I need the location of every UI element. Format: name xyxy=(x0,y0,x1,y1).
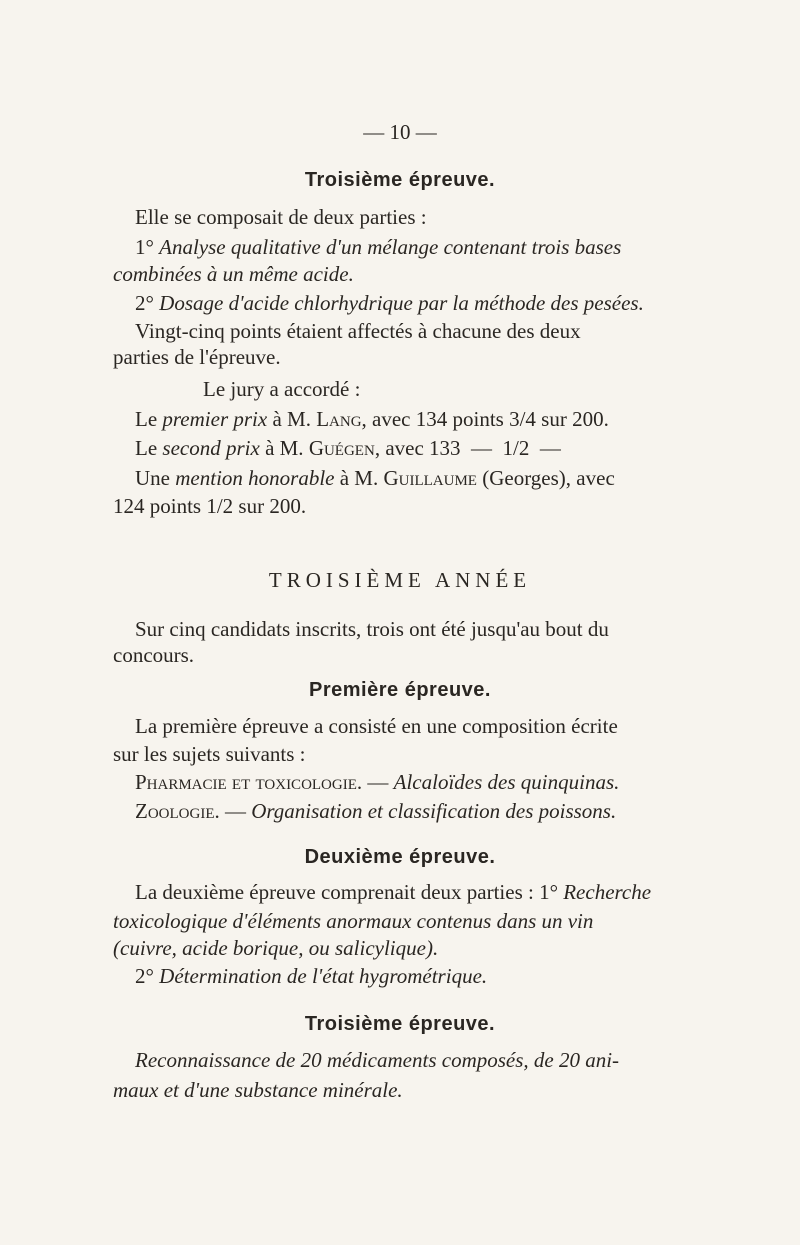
subject-zoologie xyxy=(135,799,616,823)
year-title: TROISIÈME ANNÉE xyxy=(268,568,532,592)
award-third-pre: Une xyxy=(135,466,170,490)
item-1-text-cont: combinées à un même acide. xyxy=(113,262,354,286)
troisieme-line-2-text: maux et d'une substance minérale. xyxy=(113,1078,403,1102)
item-1-text: Analyse qualitative d'un mélange contenant trois bases xyxy=(159,235,622,259)
premiere-line-1: La première épreuve a consisté en une composition écrite xyxy=(135,714,618,738)
deuxieme-line-2 xyxy=(113,909,593,933)
award-second-mid: à M. xyxy=(265,436,304,460)
troisieme-line-2 xyxy=(113,1078,403,1102)
award-third-name: Guillaume xyxy=(383,466,477,490)
award-first xyxy=(135,407,609,431)
award-first-name: Lang xyxy=(316,407,362,431)
item-2-line xyxy=(135,291,644,315)
item-2-number: 2° xyxy=(135,291,154,315)
subject-zoologie-text: Organisation et classification des poissons. xyxy=(251,799,617,823)
deuxieme-line-1 xyxy=(135,880,651,904)
section-heading-troisieme-epreuve: Troisième épreuve. xyxy=(304,169,496,191)
award-third-post: (Georges), avec xyxy=(482,466,615,490)
item-1-line-2 xyxy=(113,262,354,286)
premiere-line-2: sur les sujets suivants : xyxy=(113,742,306,766)
subject-pharmacie xyxy=(135,770,619,794)
section-heading-deuxieme-epreuve: Deuxième épreuve. xyxy=(304,846,496,868)
deuxieme-item-2 xyxy=(135,964,487,988)
award-second-name: Guégen xyxy=(308,436,375,460)
award-second xyxy=(135,436,561,460)
award-second-pre: Le xyxy=(135,436,158,460)
section-heading-premiere-epreuve: Première épreuve. xyxy=(309,679,491,701)
subject-zoologie-label: Zoologie xyxy=(135,799,215,823)
points-line-2: parties de l'épreuve. xyxy=(113,345,281,369)
award-second-post: , avec 133 — 1/2 — xyxy=(374,436,561,460)
award-third xyxy=(135,466,615,490)
section-heading-troisieme-epreuve-2: Troisième épreuve. xyxy=(304,1013,496,1035)
award-first-pre: Le xyxy=(135,407,158,431)
deuxieme-line-2-text: toxicologique d'éléments anormaux contenus dans un vin xyxy=(113,909,594,933)
award-first-prize: premier prix xyxy=(162,407,268,431)
item-2-text: Dosage d'acide chlorhydrique par la méthode des pesées. xyxy=(159,291,644,315)
item-1-line-1 xyxy=(135,235,658,259)
deuxieme-line-3-text: (cuivre, acide borique, ou salicylique). xyxy=(113,936,439,960)
points-line-1: Vingt-cinq points étaient affectés à chacune des deux xyxy=(135,319,581,343)
candidates-line-1: Sur cinq candidats inscrits, trois ont été jusqu'au bout du xyxy=(135,617,609,641)
deuxieme-line-1-pre: La deuxième épreuve comprenait deux parties : 1° xyxy=(135,880,558,904)
deuxieme-item-2-text: Détermination de l'état hygrométrique. xyxy=(159,964,488,988)
troisieme-line-1-text: Reconnaissance de 20 médicaments composés, de 20 ani- xyxy=(135,1048,620,1072)
deuxieme-line-3 xyxy=(113,936,438,960)
award-third-line-2: 124 points 1/2 sur 200. xyxy=(113,494,307,518)
award-second-prize: second prix xyxy=(162,436,260,460)
award-third-prize: mention honorable xyxy=(175,466,335,490)
award-third-mid: à M. xyxy=(339,466,379,490)
item-1-number: 1° xyxy=(135,235,154,259)
candidates-line-2: concours. xyxy=(113,643,195,667)
deuxieme-line-1-italic: Recherche xyxy=(563,880,652,904)
subject-pharmacie-label: Pharmacie et toxicologie xyxy=(135,770,357,794)
deuxieme-item-2-number: 2° xyxy=(135,964,154,988)
jury-line: Le jury a accordé : xyxy=(203,377,361,401)
subject-pharmacie-text: Alcaloïdes des quinquinas. xyxy=(393,770,620,794)
subject-pharmacie-sep: . — xyxy=(356,770,389,794)
page-number: — 10 — xyxy=(363,120,437,144)
award-first-mid: à M. xyxy=(272,407,311,431)
troisieme-line-1 xyxy=(135,1048,619,1072)
paragraph-intro: Elle se composait de deux parties : xyxy=(135,205,427,229)
subject-zoologie-sep: . — xyxy=(214,799,246,823)
award-first-post: , avec 134 points 3/4 sur 200. xyxy=(361,407,609,431)
